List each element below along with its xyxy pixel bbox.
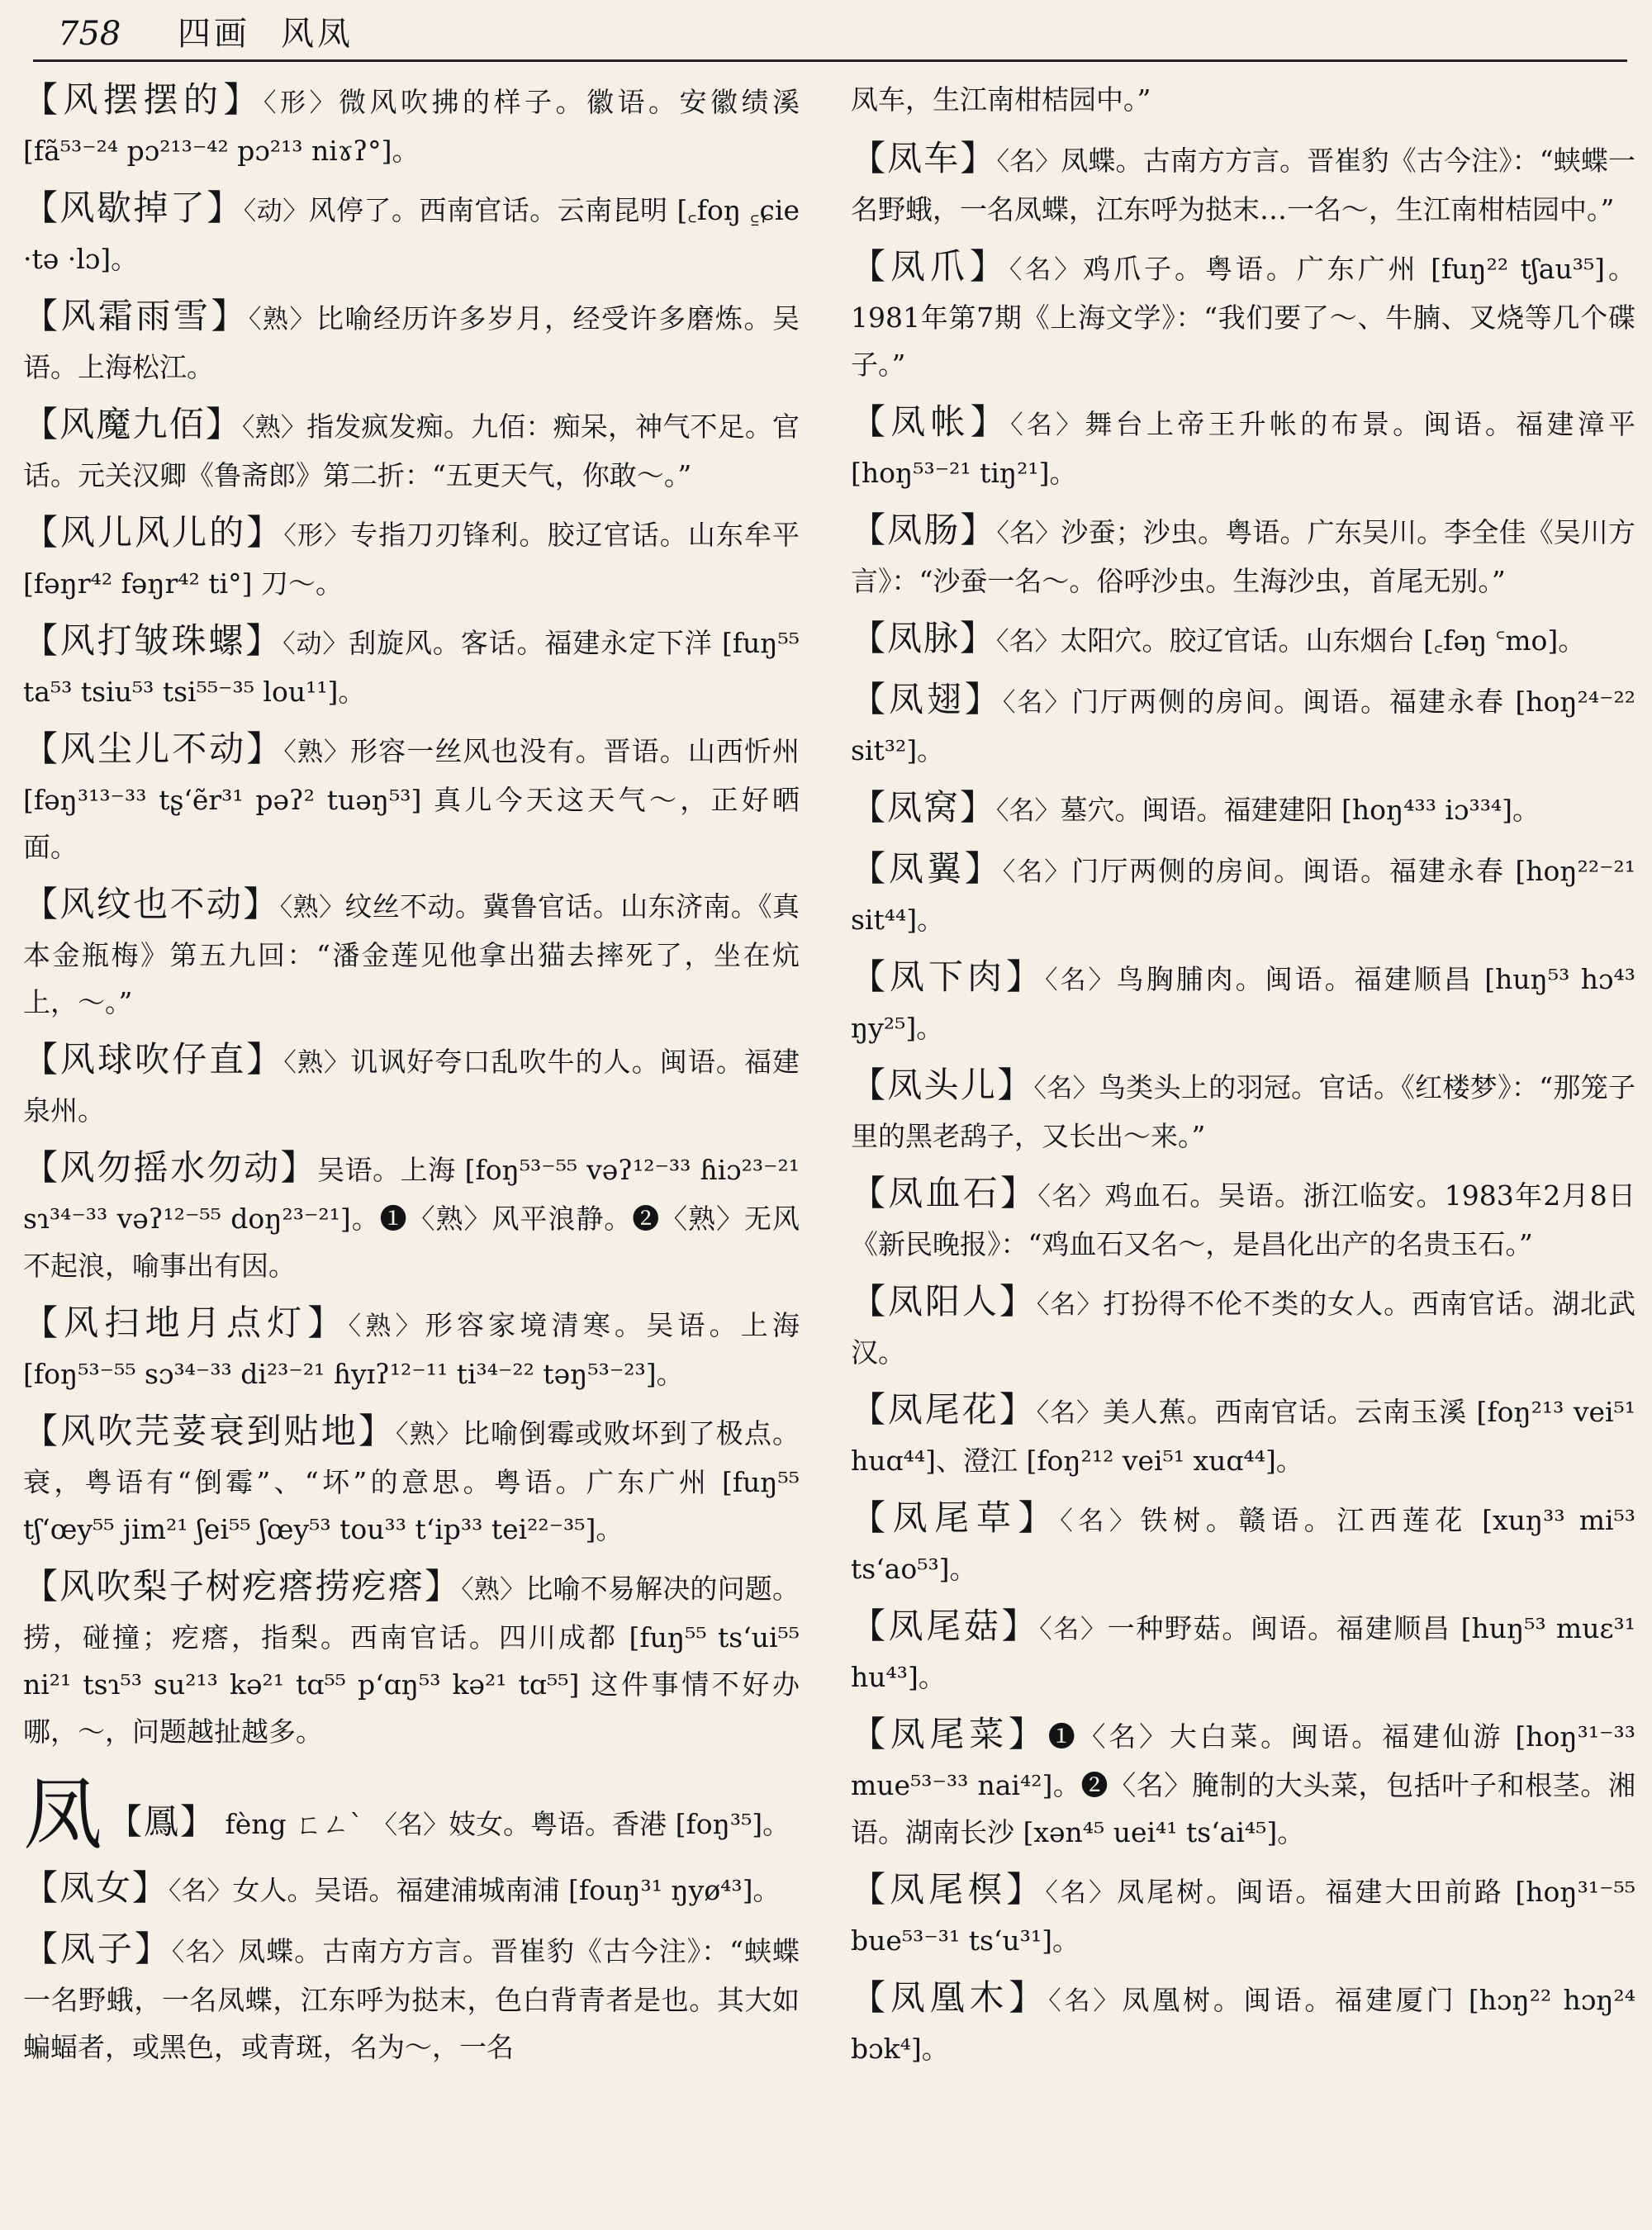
entry-definition: 太阳穴。胶辽官话。山东烟台 [꜀fəŋ ꜂mo]。 [1060,624,1586,657]
dictionary-entry [23,725,800,871]
dictionary-entry [851,506,1635,605]
entry-headword: 【凤爪】 [851,246,1009,287]
entry-definition: 门厅两侧的房间。闽语。福建永春 [hoŋ²²⁻²¹ sit⁴⁴]。 [851,855,1636,936]
entry-definition: 凤尾树。闽语。福建大田前路 [hoŋ³¹⁻⁵⁵ bue⁵³⁻³¹ tsʻu³¹]。 [851,1876,1635,1957]
part-of-speech: 〈名〉 [1010,410,1085,440]
dictionary-entry [23,1925,800,2071]
entry-definition: 舞台上帝王升帐的布景。闽语。福建漳平 [hoŋ⁵³⁻²¹ tiŋ²¹]。 [851,408,1635,489]
part-of-speech: 〈名〉 [1039,1615,1108,1644]
entry-headword: 【风纹也不动】 [23,884,280,924]
part-of-speech: 〈名〉 [996,627,1061,657]
part-of-speech: 〈名〉 [1002,688,1072,718]
part-of-speech: 〈熟〉 [279,893,345,923]
dictionary-entry [851,614,1635,666]
dictionary-entry [851,1278,1635,1376]
entry-headword: 【风魔九佰】 [23,404,243,444]
dictionary-entry [851,784,1635,835]
entry-headword: 【风吹梨子树疙瘩捞疙瘩】 [23,1566,462,1606]
part-of-speech: 〈名〉 [1036,1290,1104,1320]
dictionary-entry [851,676,1635,774]
dictionary-entry [23,292,800,391]
dictionary-entry [851,1494,1635,1592]
part-of-speech: 〈名〉 [1045,1878,1118,1908]
head-definition: 妓女。粤语。香港 [foŋ³⁵]。 [449,1808,790,1840]
part-of-speech: 〈熟〉 [461,1575,526,1605]
entry-definition: 比喻倒霉或败坏到了极点。衰，粤语有“倒霉”、“坏”的意思。粤语。广东广州 [fuŋ⁵⁵ tʃʻœy⁵⁵ jim²¹ ʃei⁵⁵ ʃœy⁵³ tou³³ tʻip³³ tei²²⁻³⁵]。 [23,1417,800,1545]
entry-definition: ❶〈名〉大白菜。闽语。福建仙游 [hoŋ³¹⁻³³ mue⁵³⁻³³ nai⁴²]。❷〈名〉腌制的大头菜，包括叶子和根茎。湘语。湖南长沙 [xən⁴⁵ uei⁴¹ tsʻai⁴⁵]。 [851,1720,1635,1848]
head-zhuyin: ㄈㄥˋ [295,1808,363,1840]
entry-definition: 指发疯发痴。九佰：痴呆，神气不足。官话。元关汉卿《鲁斋郎》第二折：“五更天气，你敢～。” [23,410,800,491]
entry-definition: 形容一丝风也没有。晋语。山西忻州 [fəŋ³¹³⁻³³ tʂʻẽr³¹ pəʔ² tuəŋ⁵³] 真儿今天这天气～，正好晒面。 [23,735,800,863]
part-of-speech: 〈熟〉 [242,413,307,443]
part-of-speech: 〈名〉 [1045,966,1117,995]
dictionary-entry [23,1144,800,1289]
dictionary-entry [851,845,1635,943]
entry-definition: 铁树。赣语。江西莲花 [xuŋ³³ mi⁵³ tsʻao⁵³]。 [851,1504,1636,1585]
entry-headword: 【凤脉】 [851,618,997,658]
entry-definition: 沙蚕；沙虫。粤语。广东吴川。李全佳《吴川方言》：“沙蚕一名～。俗呼沙虫。生海沙虫，首尾无别。” [851,516,1636,597]
part-of-speech: 〈熟〉 [283,1048,351,1078]
entry-definition: 刮旋风。客话。福建永定下洋 [fuŋ⁵⁵ ta⁵³ tsiu⁵³ tsi⁵⁵⁻³⁵ lou¹¹]。 [23,627,800,708]
entry-definition: 鸡爪子。粤语。广东广州 [fuŋ²² tʃau³⁵]。1981年第7期《上海文学》：“我们要了～、牛腩、叉烧等几个碟子。” [851,253,1635,381]
head-character: 凤 [23,1768,102,1861]
part-of-speech: 〈形〉 [283,521,351,551]
entry-headword: 【凤车】 [851,138,997,178]
dictionary-entry [851,398,1635,496]
entry-headword: 【风儿风儿的】 [23,512,284,553]
left-column [23,76,800,2081]
entry-headword: 【风歇掉了】 [23,187,244,228]
dictionary-entry [23,509,800,607]
entry-headword: 【凤帐】 [851,401,1011,442]
entry-definition: 女人。吴语。福建浦城南浦 [fouŋ³¹ ŋyø⁴³]。 [232,1874,781,1906]
dictionary-entry [851,1866,1635,1964]
part-of-speech: 〈名〉 [996,796,1061,826]
entry-headword: 【凤血石】 [851,1173,1038,1213]
entry-headword: 【风打皱珠螺】 [23,620,283,661]
dictionary-entry [851,135,1635,233]
entry-definition: 鸡血石。吴语。浙江临安。1983年2月8日《新民晚报》：“鸡血石又名～，是昌化出产的名贵玉石。” [851,1179,1635,1260]
entry-definition: 纹丝不动。冀鲁官话。山东济南。《真本金瓶梅》第五九回：“潘金莲见他拿出猫去摔死了，坐在炕上，～。” [23,890,800,1018]
head-pos: 〈名〉 [372,1810,449,1840]
entry-definition: 凤凰树。闽语。福建厦门 [hɔŋ²² hɔŋ²⁴ bɔk⁴]。 [851,1984,1636,2065]
part-of-speech: 〈熟〉 [348,1312,425,1341]
part-of-speech: 〈动〉 [243,197,309,226]
part-of-speech: 〈名〉 [1060,1506,1141,1536]
dictionary-entry [851,1602,1635,1701]
dictionary-entry [851,1974,1635,2072]
entry-definition: 凤蝶。古南方方言。晋崔豹《古今注》：“蛱蝶一名野蛾，一名凤蝶，江东呼为挞末，色白背青者是也。其大如蝙蝠者，或黑色，或青斑，名为～，一名 [23,1935,800,2063]
entry-headword: 【风吹芫荽衰到贴地】 [23,1411,396,1451]
entry-headword: 【凤尾草】 [851,1497,1061,1538]
dictionary-entry [851,1061,1635,1160]
entry-definition: 鸟胸脯肉。闽语。福建顺昌 [huŋ⁵³ hɔ⁴³ ŋy²⁵]。 [851,963,1635,1044]
entry-definition: 风停了。西南官话。云南昆明 [꜀foŋ ꜁ɕie ·tə ·lɔ]。 [23,194,800,275]
entry-headword: 【凤翼】 [851,848,1003,889]
entry-headword: 【风勿摇水勿动】 [23,1147,318,1188]
entry-headword: 【风尘儿不动】 [23,728,284,769]
head-character-entry [23,1768,800,1861]
entry-headword: 【凤尾榠】 [851,1869,1046,1910]
entry-definition: 美人蕉。西南官话。云南玉溪 [foŋ²¹³ vei⁵¹ huɑ⁴⁴]、澄江 [foŋ²¹² vei⁵¹ xuɑ⁴⁴]。 [851,1396,1636,1477]
dictionary-entry [23,880,800,1026]
entry-headword: 【凤肠】 [851,510,997,550]
dictionary-entry [23,401,800,499]
page-header [33,12,1627,62]
dictionary-entry [851,953,1635,1051]
entry-definition: 微风吹拂的样子。徽语。安徽绩溪 [fã⁵³⁻²⁴ pɔ²¹³⁻⁴² pɔ²¹³ niɤʔ°]。 [23,86,800,167]
dictionary-entry [23,1407,800,1553]
dictionary-entry [851,1386,1635,1484]
section-label: 四画 [178,15,250,53]
entry-headword: 【风摆摆的】 [23,79,263,120]
entry-definition: 墓穴。闽语。福建建阳 [hoŋ⁴³³ iɔ³³⁴]。 [1060,794,1540,826]
head-pinyin: fèng [225,1808,287,1840]
entry-definition: 吴语。上海 [foŋ⁵³⁻⁵⁵ vəʔ¹²⁻³³ ɦiɔ²³⁻²¹ sɿ³⁴⁻³³ vəʔ¹²⁻⁵⁵ doŋ²³⁻²¹]。❶〈熟〉风平浪静。❷〈熟〉无风不起浪，喻事出有因。 [23,1154,800,1282]
part-of-speech: 〈名〉 [996,147,1061,177]
part-of-speech: 〈名〉 [169,1877,233,1906]
header-words: 风凤 [281,15,354,53]
entry-headword: 【凤尾菜】 [851,1714,1048,1754]
entry-definition: 打扮得不伦不类的女人。西南官话。湖北武汉。 [851,1288,1636,1369]
part-of-speech: 〈名〉 [1033,1074,1099,1103]
entry-definition: 比喻不易解决的问题。捞，碰撞；疙瘩，指梨。西南官话。四川成都 [fuŋ⁵⁵ tsʻui⁵⁵ ni²¹ tsɿ⁵³ su²¹³ kə²¹ tɑ⁵⁵ pʻɑŋ⁵³ kə²¹ tɑ⁵⁵] 这件事情不好办哪，～，问题越扯越多。 [23,1573,800,1748]
right-column [851,76,1635,2082]
dictionary-entry [23,617,800,715]
dictionary-entry [23,1864,800,1915]
part-of-speech: 〈名〉 [171,1938,239,1967]
part-of-speech: 〈熟〉 [283,738,351,767]
entry-headword: 【凤凰木】 [851,1977,1049,2018]
dictionary-entry [851,243,1635,388]
entry-definition: 门厅两侧的房间。闽语。福建永春 [hoŋ²⁴⁻²² sit³²]。 [851,686,1636,766]
entry-definition: 专指刀刃锋利。胶辽官话。山东牟平 [fəŋr⁴² fəŋr⁴² ti°] 刀～。 [23,519,800,600]
part-of-speech: 〈名〉 [1002,857,1072,887]
part-of-speech: 〈名〉 [1037,1182,1105,1212]
dictionary-entry [851,1170,1635,1268]
entry-headword: 【风扫地月点灯】 [23,1302,349,1343]
entry-definition: 鸟类头上的羽冠。官话。《红楼梦》：“那笼子里的黑老鸹子，又长出～来。” [851,1071,1636,1152]
entry-definition: 比喻经历许多岁月，经受许多磨炼。吴语。上海松江。 [23,302,800,383]
entry-headword: 【凤女】 [23,1867,169,1908]
part-of-speech: 〈名〉 [1009,255,1084,285]
dictionary-entry [23,1299,800,1397]
entry-headword: 【凤阳人】 [851,1281,1037,1321]
part-of-speech: 〈名〉 [996,519,1061,548]
entry-definition: 讥讽好夸口乱吹牛的人。闽语。福建泉州。 [23,1046,800,1127]
dictionary-entry [23,1563,800,1755]
entry-headword: 【凤尾菇】 [851,1606,1040,1646]
dictionary-entry [851,1710,1635,1856]
page-number: 758 [58,15,121,53]
entry-headword: 【风球吹仔直】 [23,1039,284,1079]
entry-definition: 形容家境清寒。吴语。上海 [foŋ⁵³⁻⁵⁵ sɔ³⁴⁻³³ di²³⁻²¹ ɦyɪʔ¹²⁻¹¹ ti³⁴⁻²² təŋ⁵³⁻²³]。 [23,1309,800,1390]
part-of-speech: 〈名〉 [1036,1398,1103,1428]
part-of-speech: 〈名〉 [1048,1986,1123,2016]
part-of-speech: 〈动〉 [282,629,349,659]
continued-text: 凤车，生江南柑桔园中。” [851,83,1151,116]
dictionary-entry [23,76,800,174]
traditional-form: 【鳳】 [107,1801,217,1842]
entry-headword: 【凤尾花】 [851,1389,1037,1430]
dictionary-entry [23,184,800,282]
entry-definition: 一种野菇。闽语。福建顺昌 [huŋ⁵³ muɛ³¹ hu⁴³]。 [851,1612,1635,1693]
entry-headword: 【凤子】 [23,1929,172,1969]
entry-headword: 【凤窝】 [851,787,997,828]
part-of-speech: 〈熟〉 [396,1420,463,1450]
dictionary-entry [23,1036,800,1134]
part-of-speech: 〈形〉 [263,88,339,118]
entry-headword: 【风霜雨雪】 [23,296,249,336]
entry-headword: 【凤翅】 [851,679,1003,719]
entry-headword: 【凤下肉】 [851,956,1046,997]
entry-headword: 【凤头儿】 [851,1065,1034,1105]
part-of-speech: 〈熟〉 [249,305,316,334]
entry-definition: 凤蝶。古南方方言。晋崔豹《古今注》：“蛱蝶一名野蛾，一名凤蝶，江东呼为挞末…一名～，生江南柑桔园中。” [851,145,1635,225]
